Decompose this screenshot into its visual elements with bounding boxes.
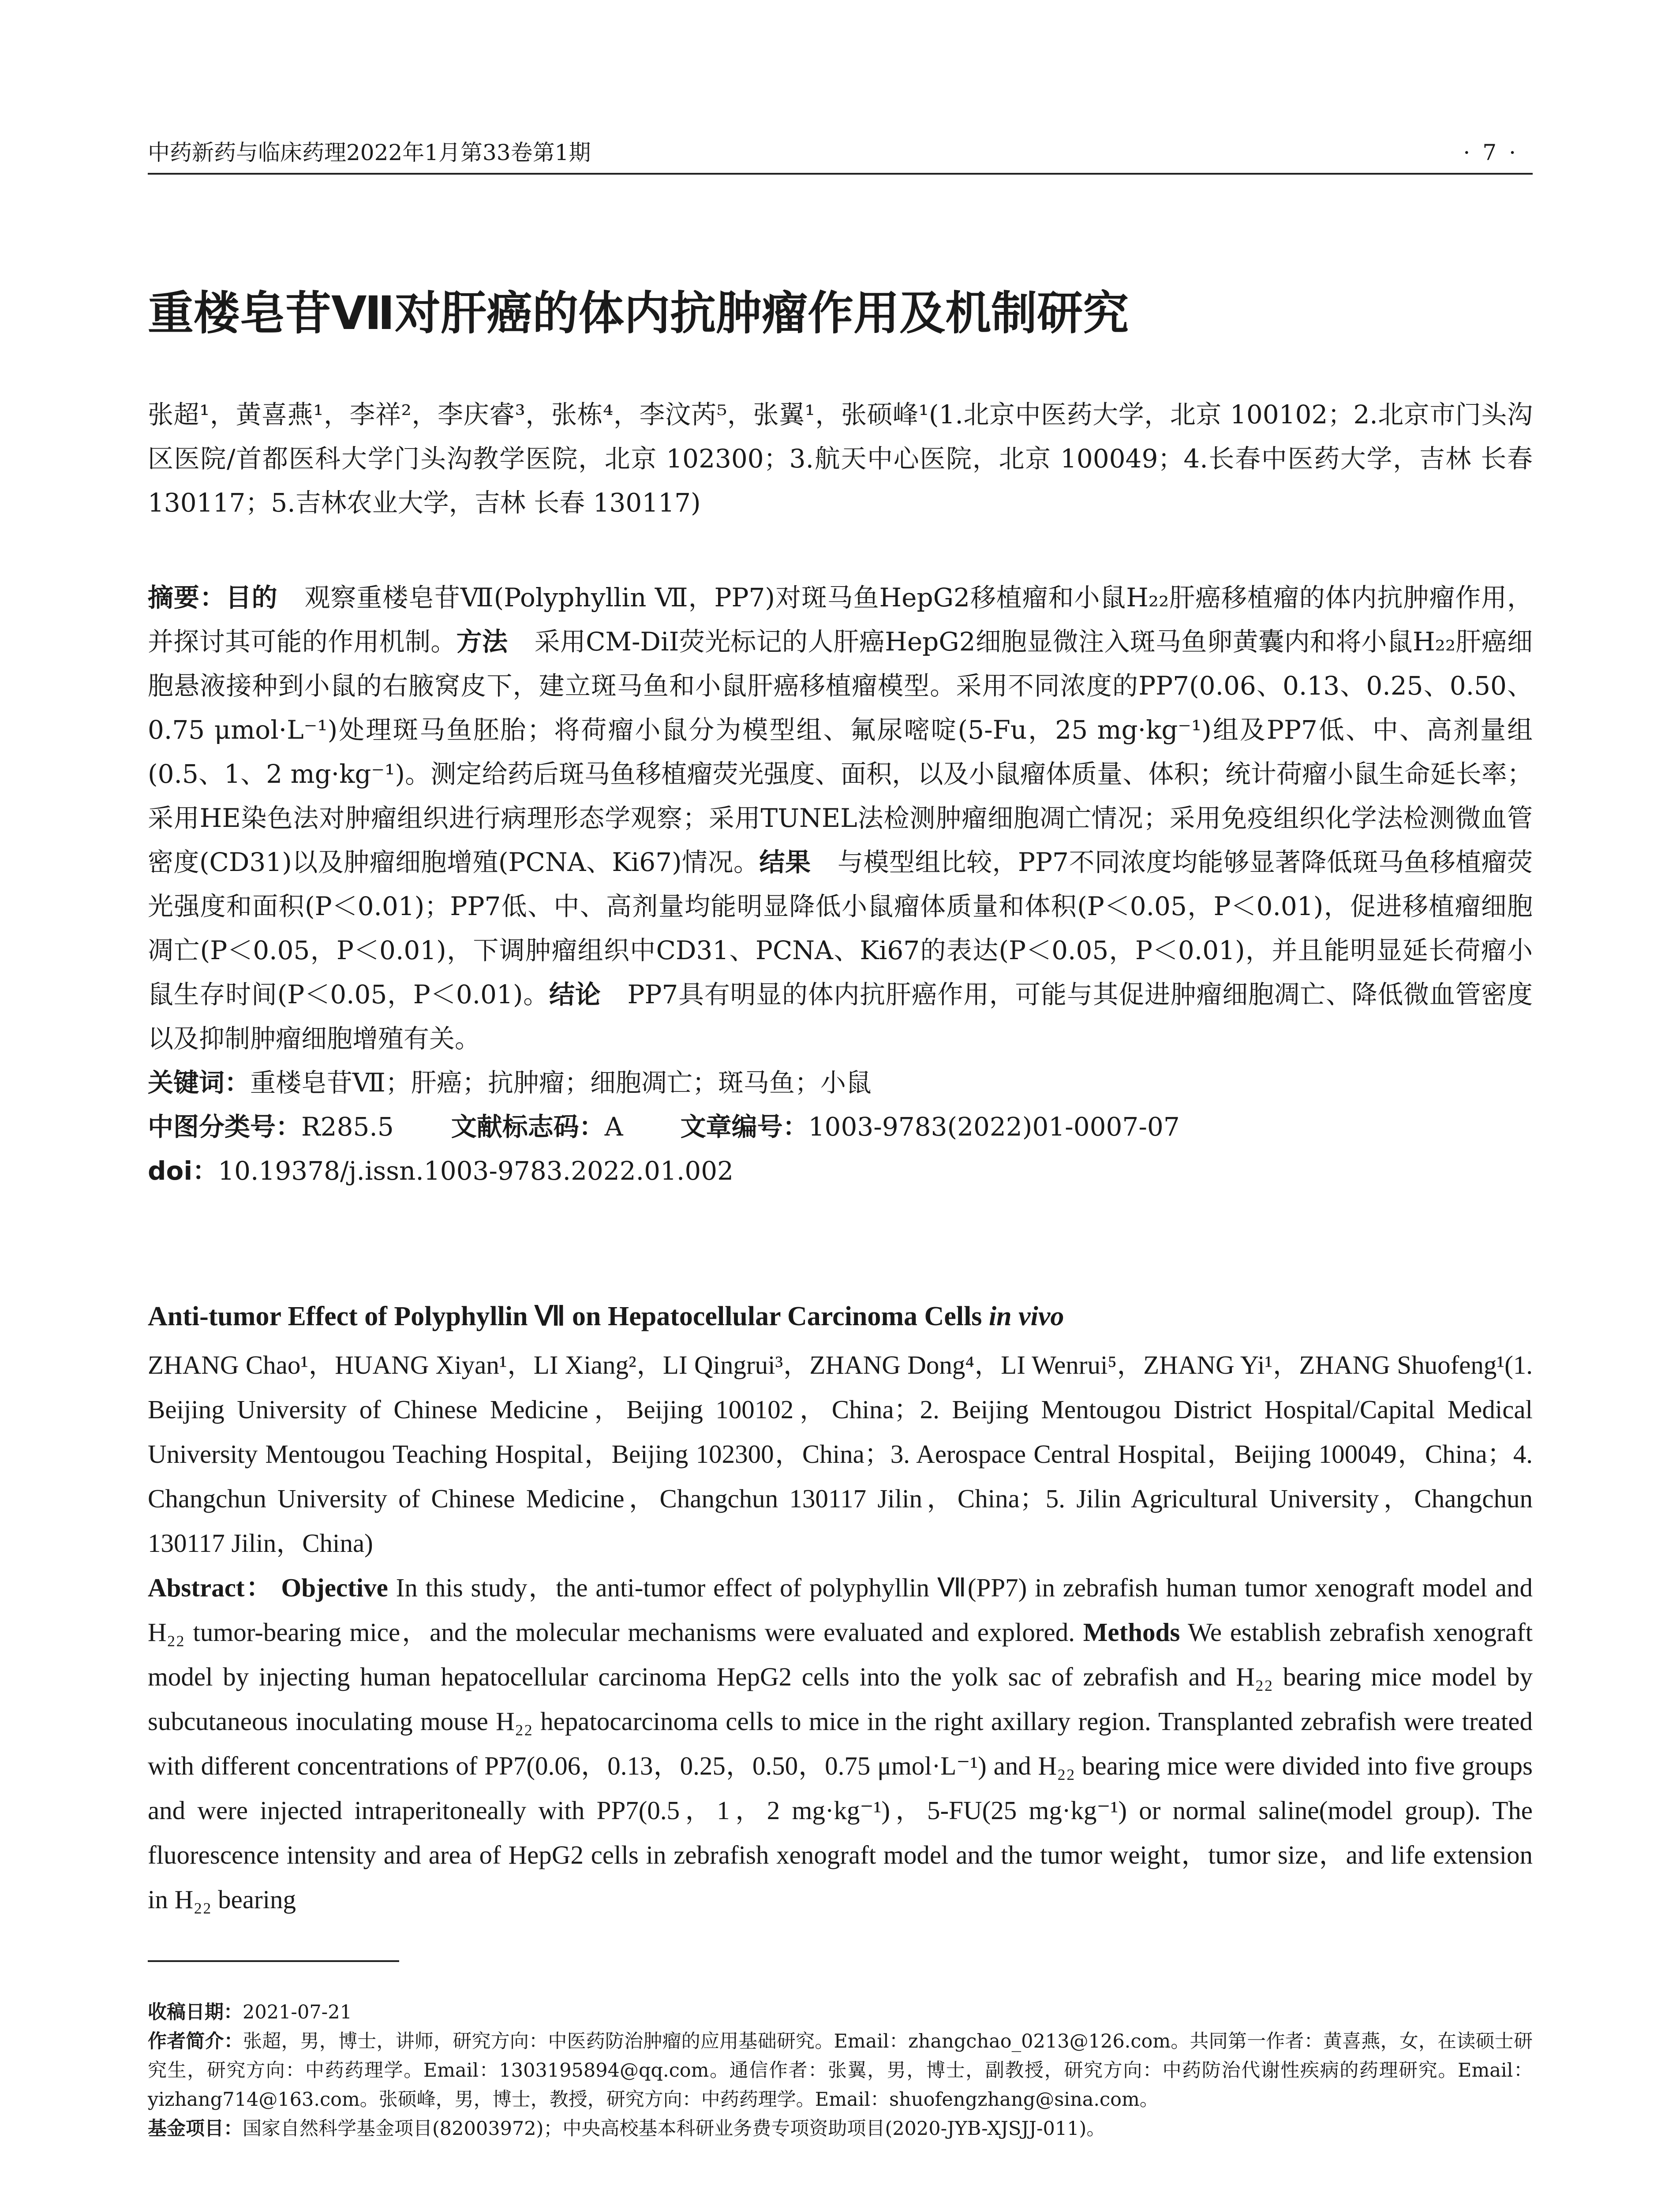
english-objective-label: Objective [281, 1573, 388, 1602]
abstract-label: 摘要： [148, 583, 226, 613]
clc-label: 中图分类号： [148, 1112, 302, 1142]
methods-text: 采用CM-DiI荧光标记的人肝癌HepG2细胞显微注入斑马鱼卵黄囊内和将小鼠H₂₂肝癌细胞悬液接种到小鼠的右腋窝皮下，建立斑马鱼和小鼠肝癌移植瘤模型。采用不同浓度的PP7(0.06、0.13、0.25、0.50、0.75 μmol·L⁻¹)处理斑马鱼胚胎；将荷瘤小鼠分为模型组、氟尿嘧啶(5-Fu，25 mg·kg⁻¹)组及PP7低、中、高剂量组(0.5、1、2 mg·kg⁻¹)。测定给药后斑马鱼移植瘤荧光强度、面积，以及小鼠瘤体质量、体积；统计荷瘤小鼠生命延长率；采用HE染色法对肿瘤组织进行病理形态学观察；采用TUNEL法检测肿瘤细胞凋亡情况；采用免疫组织化学法检测微血管密度(CD31)以及肿瘤细胞增殖(PCNA、Ki67)情况。 [148, 627, 1533, 877]
english-authors: ZHANG Chao¹，HUANG Xiyan¹，LI Xiang²，LI Qingrui³，ZHANG Dong⁴，LI Wenrui⁵，ZHANG Yi¹，ZHANG Shuofeng¹(1. Beijing University of Chinese Medicine，Beijing 100102，China；2. Beijing Mentougou District Hospital/Capital Medical University Mentougou Teaching Hospital，Beijing 102300，China；3. Aerospace Central Hospital，Beijing 100049，China；4. Changchun University of Chinese Medicine，Changchun 130117 Jilin，China；5. Jilin Agricultural University，Changchun 130117 Jilin，China) [148, 1350, 1533, 1558]
english-methods-label: Methods [1083, 1618, 1180, 1647]
keywords-line [148, 1061, 1533, 1105]
objective-label: 目的 [225, 583, 278, 613]
paper-title: 重楼皂苷Ⅶ对肝癌的体内抗肿瘤作用及机制研究 [148, 286, 1129, 340]
doc-code-value: A [604, 1112, 623, 1142]
bio-text: 张超，男，博士，讲师，研究方向：中医药防治肿瘤的应用基础研究。Email：zhangchao_0213@126.com。共同第一作者：黄喜燕，女，在读硕士研究生，研究方向：中药药理学。Email：1303195894@qq.com。通信作者：张翼，男，博士，副教授，研究方向：中药防治代谢性疾病的药理研究。Email：yizhang714@163.com。张硕峰，男，博士，教授，研究方向：中药药理学。Email：shuofengzhang@sina.com。 [148, 2030, 1533, 2111]
page-number: ·7· [1463, 140, 1528, 165]
english-abstract-block [148, 1343, 1533, 1922]
chinese-abstract-block [148, 576, 1533, 1193]
english-abstract-label: Abstract： [148, 1573, 273, 1602]
received-date [148, 1998, 1533, 2027]
bio-label: 作者简介： [148, 2030, 243, 2052]
doi-line [148, 1149, 1533, 1193]
clc-value: R285.5 [301, 1112, 394, 1142]
objective-text: 观察重楼皂苷Ⅶ(Polyphyllin Ⅶ，PP7)对斑马鱼HepG2移植瘤和小鼠H₂₂肝癌移植瘤的体内抗肿瘤作用，并探讨其可能的作用机制。 [148, 583, 1533, 657]
conclusion-label: 结论 [549, 979, 601, 1009]
article-no-value: 1003-9783(2022)01-0007-07 [808, 1112, 1180, 1142]
methods-label: 方法 [456, 627, 508, 657]
received-value: 2021-07-21 [243, 2001, 352, 2023]
keywords-label: 关键词： [148, 1068, 251, 1098]
classification-line [148, 1105, 1533, 1149]
received-label: 收稿日期： [148, 2001, 243, 2023]
footnote-rule [148, 1960, 399, 1962]
english-title [148, 1294, 1533, 1338]
doc-code-label: 文献标志码： [451, 1112, 605, 1142]
author-affiliations: 张超¹，黄喜燕¹，李祥²，李庆睿³，张栋⁴，李汶芮⁵，张翼¹，张硕峰¹(1.北京中医药大学，北京 100102；2.北京市门头沟区医院/首都医科大学门头沟教学医院，北京 102300；3.航天中心医院，北京 100049；4.长春中医药大学，吉林 长春 130117；5.吉林农业大学，吉林 长春 130117) [148, 400, 1533, 518]
doi-value: 10.19378/j.issn.1003-9783.2022.01.002 [218, 1156, 734, 1186]
english-title-text: Anti-tumor Effect of Polyphyllin Ⅶ on Hepatocellular Carcinoma Cells [148, 1301, 982, 1331]
conclusion-text: PP7具有明显的体内抗肝癌作用，可能与其促进肿瘤细胞凋亡、降低微血管密度以及抑制肿瘤细胞增殖有关。 [148, 979, 1533, 1054]
running-header [148, 132, 1533, 175]
english-title-italic: in vivo [988, 1301, 1064, 1331]
results-label: 结果 [759, 847, 811, 877]
author-bio [148, 2027, 1533, 2114]
english-abstract [148, 1566, 1533, 1922]
results-text: 与模型组比较，PP7不同浓度均能够显著降低斑马鱼移植瘤荧光强度和面积(P＜0.01)；PP7低、中、高剂量均能明显降低小鼠瘤体质量和体积(P＜0.05，P＜0.01)，促进移植瘤细胞凋亡(P＜0.05，P＜0.01)，下调肿瘤组织中CD31、PCNA、Ki67的表达(P＜0.05，P＜0.01)，并且能明显延长荷瘤小鼠生存时间(P＜0.05，P＜0.01)。 [148, 847, 1533, 1009]
doi-label: doi： [148, 1156, 218, 1186]
english-objective-text: In this study，the anti-tumor effect of polyphyllin Ⅶ(PP7) in zebrafish human tumor xenograft model and H₂₂ tumor-bearing mice，and the molecular mechanisms were evaluated and explored. [148, 1573, 1533, 1647]
footnotes [148, 1998, 1533, 2143]
fund-label: 基金项目： [148, 2118, 243, 2140]
keywords-value: 重楼皂苷Ⅶ；肝癌；抗肿瘤；细胞凋亡；斑马鱼；小鼠 [250, 1068, 872, 1098]
english-methods-text: We establish zebrafish xenograft model by injecting human hepatocellular carcinoma HepG2 cells into the yolk sac of zebrafish and H₂₂ bearing mice model by subcutaneous inoculating mouse H₂₂ hepatocarcinoma cells to mice in the right axillary region. Transplanted zebrafish were treated with different concentrations of PP7(0.06，0.13，0.25，0.50，0.75 μmol·L⁻¹) and H₂₂ bearing mice were divided into five groups and were injected intraperitoneally with PP7(0.5，1，2 mg·kg⁻¹)，5-FU(25 mg·kg⁻¹) or normal saline(model group). The fluorescence intensity and area of HepG2 cells in zebrafish xenograft model and the tumor weight，tumor size，and life extension in H₂₂ bearing [148, 1618, 1533, 1914]
chinese-abstract [148, 576, 1533, 1061]
journal-info: 中药新药与临床药理2022年1月第33卷第1期 [148, 140, 591, 165]
funding [148, 2114, 1533, 2143]
article-no-label: 文章编号： [680, 1112, 808, 1142]
fund-text: 国家自然科学基金项目(82003972)；中央高校基本科研业务费专项资助项目(2020-JYB-XJSJJ-011)。 [243, 2118, 1106, 2140]
